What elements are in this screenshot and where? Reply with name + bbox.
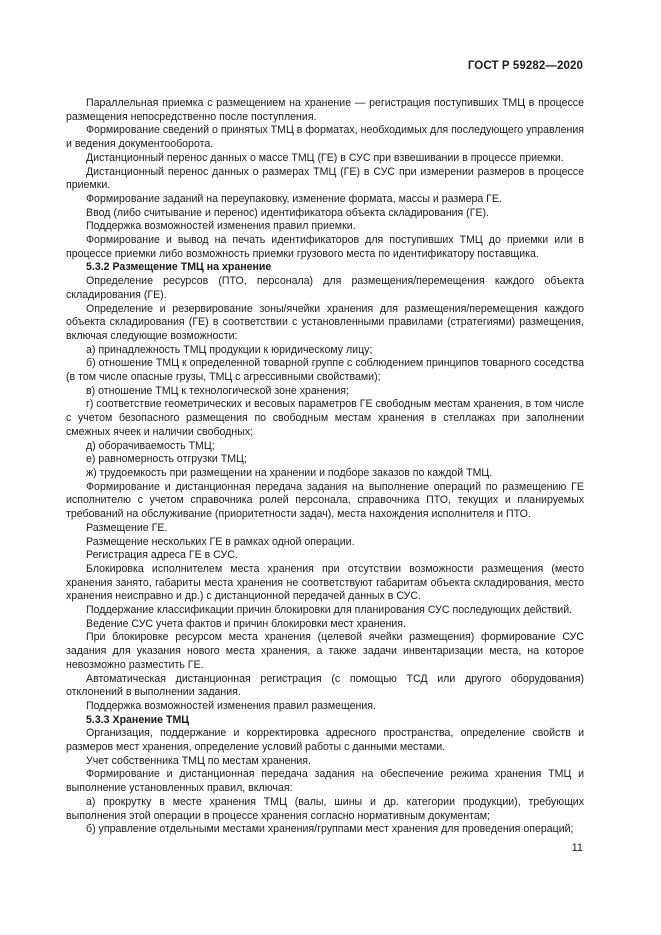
paragraph: Формирование сведений о принятых ТМЦ в форматах, необходимых для последующего управления и ведения документооборота. xyxy=(66,124,584,151)
paragraph: Дистанционный перенос данных о размерах ТМЦ (ГЕ) в СУС при измерении размеров в процессе приемки. xyxy=(66,165,584,192)
paragraph: Размещение нескольких ГЕ в рамках одной операции. xyxy=(86,535,355,548)
paragraph: а) принадлежность ТМЦ продукции к юридическому лицу; xyxy=(86,343,373,356)
paragraph: в) отношение ТМЦ к технологической зоне хранения; xyxy=(86,384,349,397)
page-number: 11 xyxy=(571,842,583,854)
paragraph: Ведение СУС учета фактов и причин блокировки мест хранения. xyxy=(86,617,406,630)
paragraph: Ввод (либо считывание и перенос) идентификатора объекта складирования (ГЕ). xyxy=(86,206,489,219)
paragraph: Размещение ГЕ. xyxy=(86,521,168,534)
paragraph: г) соответствие геометрических и весовых параметров ГЕ свободным местам хранения, в том числе с учетом безопасного размещения по свободным местам хранения в стеллажах при заполнении смежных ячеек и наличии свободных; xyxy=(66,398,584,438)
paragraph: Поддержка возможностей изменения правил размещения. xyxy=(86,699,376,712)
paragraph: Формирование и вывод на печать идентификаторов для поступивших ТМЦ до приемки или в процессе приемки либо возможность приемки грузового места по идентификатору поставщика. xyxy=(66,234,584,260)
paragraph: д) оборачиваемость ТМЦ; xyxy=(86,439,215,452)
paragraph: Формирование и дистанционная передача задания на обеспечение режима хранения ТМЦ и выполнение установленных правил, включая: xyxy=(66,768,584,795)
paragraph: б) отношение ТМЦ к определенной товарной группе с соблюдением принципов товарного соседства (в том числе опасные грузы, ТМЦ с агрессивными свойствами); xyxy=(66,357,584,384)
paragraph: Поддержка возможностей изменения правил приемки. xyxy=(86,220,356,233)
paragraph: е) равномерность отгрузки ТМЦ; xyxy=(86,453,247,466)
section-heading: 5.3.2 Размещение ТМЦ на хранение xyxy=(86,261,272,274)
paragraph: Дистанционный перенос данных о массе ТМЦ (ГЕ) в СУС при взвешивании в процессе приемки. xyxy=(86,151,564,164)
document-body xyxy=(66,97,584,837)
paragraph: Блокировка исполнителем места хранения при отсутствии возможности размещения (место хранения занято, габариты места хранения не соответствуют габаритам объекта складирования, место хранения неисправно и др.) с дистанционной передачей данных в СУС. xyxy=(66,562,584,603)
paragraph: ж) трудоемкость при размещении на хранении и подборе заказов по каждой ТМЦ. xyxy=(86,466,493,479)
paragraph: Организация, поддержание и корректировка адресного пространства, определение свойств и размеров мест хранения, определение условий работы с данными местами. xyxy=(66,727,584,754)
paragraph: Определение ресурсов (ПТО, персонала) для размещения/перемещения каждого объекта складирования (ГЕ). xyxy=(66,275,584,301)
paragraph: б) управление отдельными местами хранения/группами мест хранения для проведения операций; xyxy=(86,823,574,836)
paragraph: Учет собственника ТМЦ по местам хранения. xyxy=(86,754,311,767)
paragraph: При блокировке ресурсом места хранения (целевой ячейки размещения) формирование СУС задания для указания нового места хранения, а также задачи инвентаризации места, на которое невозможно разместить ГЕ. xyxy=(66,631,584,671)
paragraph: Формирование заданий на переупаковку, изменение формата, массы и размера ГЕ. xyxy=(86,192,502,205)
paragraph: а) прокрутку в месте хранения ТМЦ (валы, шины и др. категории продукции), требующих выполнения этой операции в процессе хранения согласно нормативным документам; xyxy=(66,795,584,822)
paragraph: Определение и резервирование зоны/ячейки хранения для размещения/перемещения каждого объекта складирования (ГЕ) в соответствии с установленными правилами (стратегиями) размещения, включая следующие возможности: xyxy=(66,302,584,342)
section-heading: 5.3.3 Хранение ТМЦ xyxy=(86,713,190,726)
paragraph: Регистрация адреса ГЕ в СУС. xyxy=(86,549,238,562)
paragraph: Параллельная приемка с размещением на хранение — регистрация поступивших ТМЦ в процессе размещения непосредственно после поступления. xyxy=(66,97,584,123)
paragraph: Формирование и дистанционная передача задания на выполнение операций по размещению ГЕ исполнителю с учетом справочника ролей персонала, справочника ПТО, текущих и планируемых требований на обслуживание (приоритетности задач), места нахождения исполнителя и ПТО. xyxy=(66,480,584,521)
paragraph: Автоматическая дистанционная регистрация (с помощью ТСД или другого оборудования) отклонений в выполнении задания. xyxy=(66,672,584,699)
paragraph: Поддержание классификации причин блокировки для планирования СУС последующих действий. xyxy=(86,604,573,617)
document-header: ГОСТ Р 59282—2020 xyxy=(467,60,583,72)
